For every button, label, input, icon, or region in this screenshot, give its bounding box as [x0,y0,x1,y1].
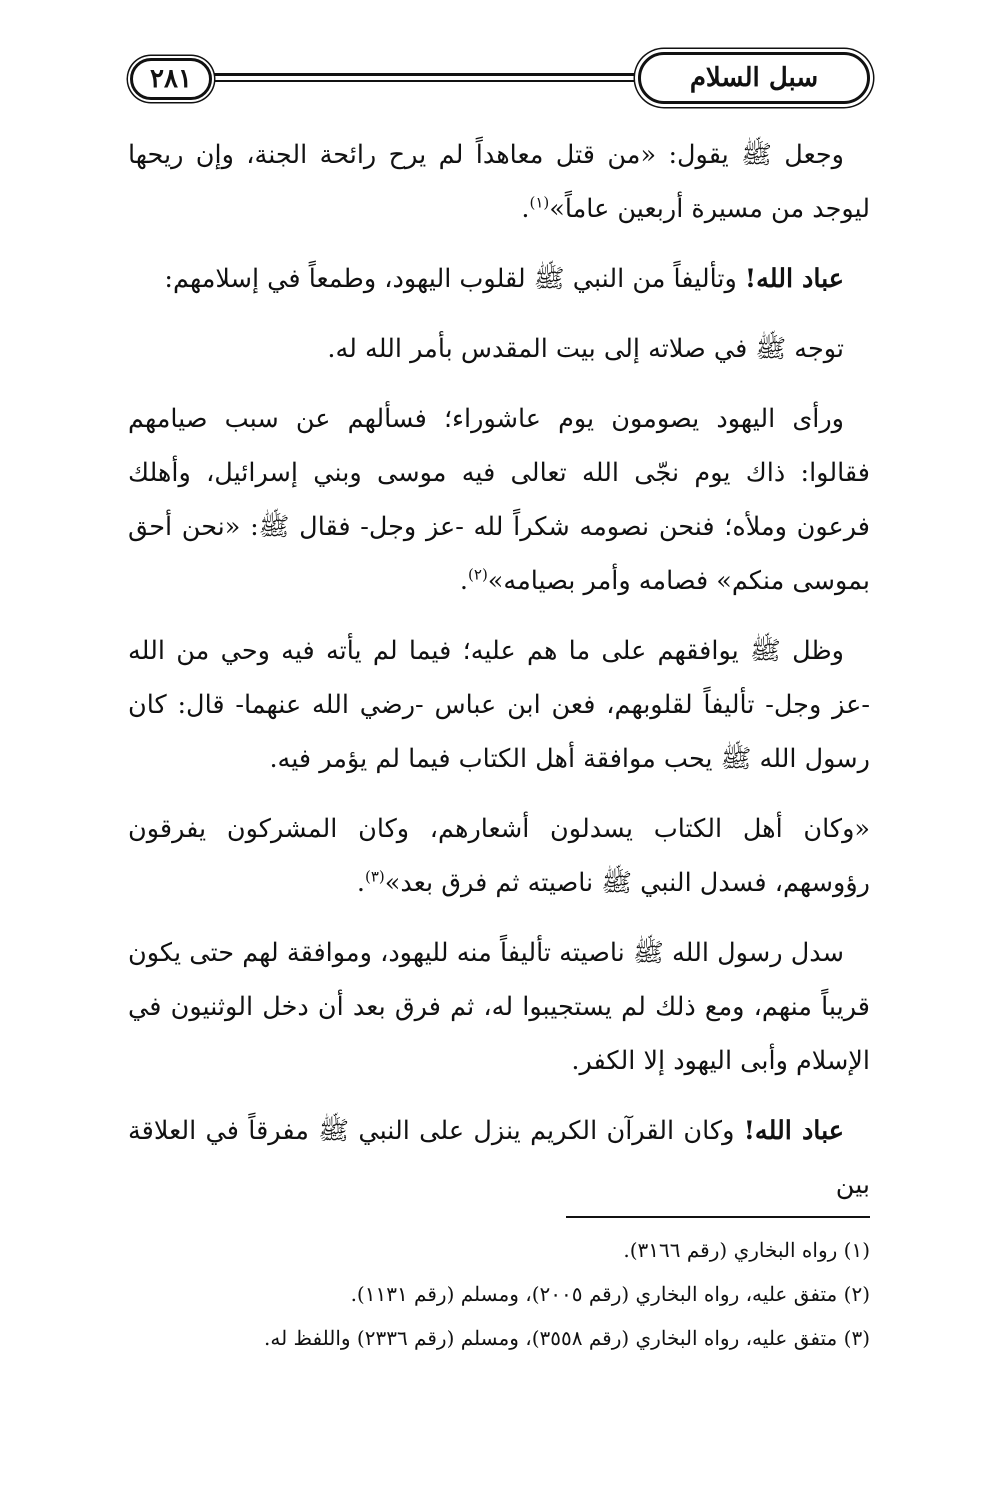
paragraph-6 [128,802,870,910]
paragraph-1 [128,128,870,236]
footnote-ref: (٣) [364,867,385,886]
footnote-ref: (١) [529,193,550,212]
footnotes [128,1228,870,1360]
paragraph-3 [128,322,870,376]
footnote-2: (٢) متفق عليه، رواه البخاري (رقم ٢٠٠٥)، ومسلم (رقم ١١٣١). [350,1282,870,1306]
page-number-frame [130,58,212,100]
page-number: ٢٨١ [150,64,192,94]
header-rule [188,73,690,76]
paragraph-2 [128,252,870,306]
footnote-1: (١) رواه البخاري (رقم ٣١٦٦). [623,1238,870,1262]
paragraph-end: . [356,868,365,898]
paragraph-end: . [521,194,530,224]
page-header [128,46,870,112]
bold-lead: عباد الله! [744,264,844,294]
paragraph-text: وتأليفاً من النبي ﷺ لقلوب اليهود، وطمعاً في إسلامهم: [164,264,745,294]
paragraph-text: سدل رسول الله ﷺ ناصيته تأليفاً منه لليهود، وموافقة لهم حتى يكون قريباً منهم، ومع ذلك لم يستجيبوا له، ثم فرق بعد أن دخل الوثنيون في الإسلام وأبى اليهود إلا الكفر. [128,938,870,1076]
paragraph-text: ورأى اليهود يصومون يوم عاشوراء؛ فسألهم عن سبب صيامهم فقالوا: ذاك يوم نجّى الله تعالى فيه موسى وبني إسرائيل، وأهلك فرعون وملأه؛ فنحن نصومه شكراً لله -عز وجل- فقال ﷺ: «نحن أحق بموسى منكم» فصامه وأمر بصيامه» [128,404,870,596]
book-title-frame [638,52,870,104]
paragraph-end: . [459,566,469,596]
paragraph-text: توجه ﷺ في صلاته إلى بيت المقدس بأمر الله له. [327,334,844,364]
paragraph-7 [128,926,870,1088]
header-rule-thin [188,80,690,82]
main-text [128,128,870,1228]
book-title: سبل السلام [689,63,819,93]
footnote-ref: (٢) [468,565,488,584]
paragraph-8 [128,1104,870,1212]
paragraph-text: وجعل ﷺ يقول: «من قتل معاهداً لم يرح رائحة الجنة، وإن ريحها ليوجد من مسيرة أربعين عاماً» [128,140,870,224]
paragraph-text: وظل ﷺ يوافقهم على ما هم عليه؛ فيما لم يأته فيه وحي من الله -عز وجل- تأليفاً لقلوبهم، فعن ابن عباس -رضي الله عنهما- قال: كان رسول الله ﷺ يحب موافقة أهل الكتاب فيما لم يؤمر فيه. [128,636,870,774]
paragraph-5 [128,624,870,786]
footnote-3: (٣) متفق عليه، رواه البخاري (رقم ٣٥٥٨)، ومسلم (رقم ٢٣٣٦) واللفظ له. [264,1326,870,1350]
bold-lead: عباد الله! [743,1116,844,1146]
footnote-separator [566,1216,870,1218]
paragraph-text: «وكان أهل الكتاب يسدلون أشعارهم، وكان المشركون يفرقون رؤوسهم، فسدل النبي ﷺ ناصيته ثم فرق بعد» [128,814,870,898]
paragraph-4 [128,392,870,608]
paragraph-text: وكان القرآن الكريم ينزل على النبي ﷺ مفرقاً في العلاقة بين [128,1116,870,1200]
